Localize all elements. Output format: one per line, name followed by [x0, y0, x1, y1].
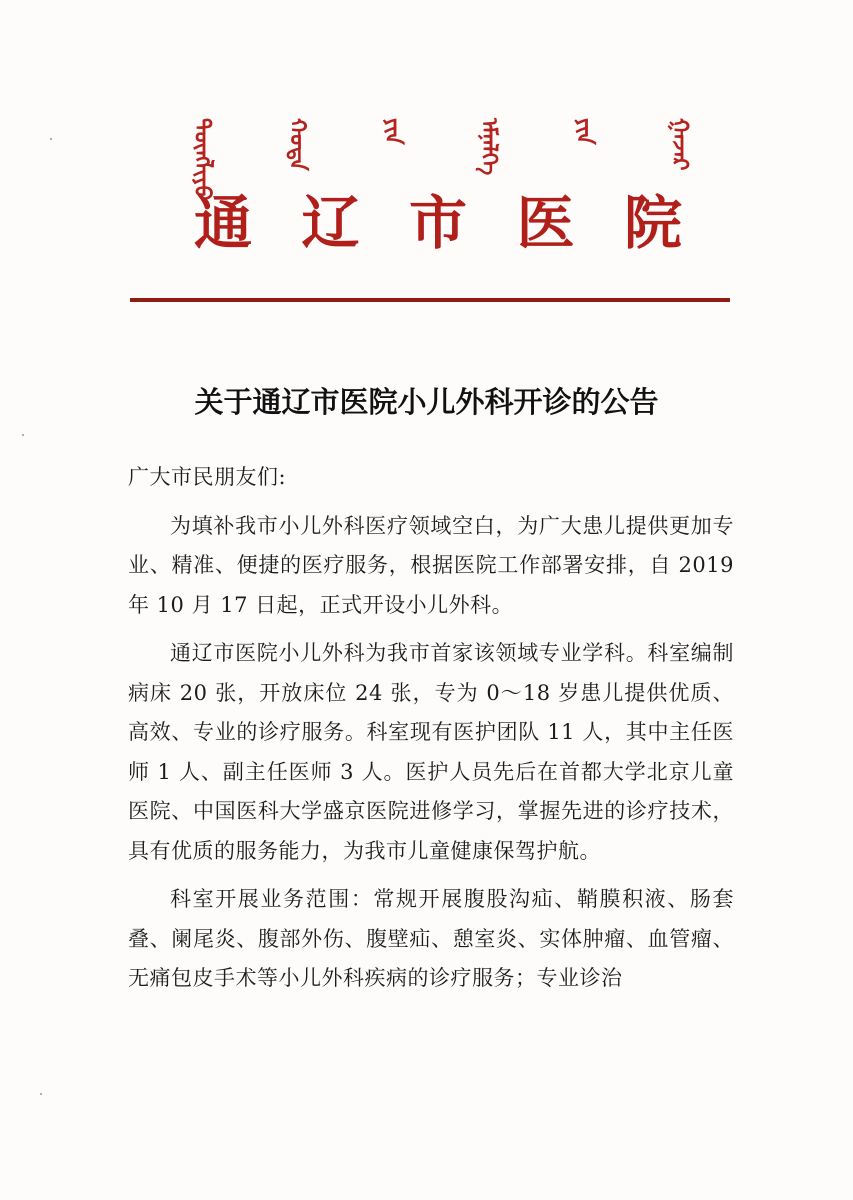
letterhead-mongolian-name — [189, 118, 692, 201]
mongolian-word: ᠡᠮᠨᠡᠯᠭᠡ — [475, 118, 501, 176]
letterhead-title-char: 市 — [408, 189, 467, 257]
paragraph: 科室开展业务范围：常规开展腹股沟疝、鞘膜积液、肠套叠、阑尾炎、腹部外伤、腹壁疝、憩室炎、实体肿瘤、血管瘤、无痛包皮手术等小儿外科疾病的诊疗服务；专业诊治 — [128, 887, 734, 990]
letterhead-title-char: 通 — [193, 189, 252, 257]
letterhead-divider — [130, 298, 730, 302]
scan-speck — [40, 1093, 42, 1095]
salutation: 广大市民朋友们: — [128, 465, 287, 489]
mongolian-word: ᠲᠦᠩᠯᠢᠶᠣ — [189, 118, 214, 201]
paragraph: 通辽市医院小儿外科为我市首家该领域专业学科。科室编制病床 20 张，开放床位 24 张，专为 0～18 岁患儿提供优质、高效、专业的诊疗服务。科室现有医护团队 11 人，其中主任医师 1 人、副主任医师 3 人。医护人员先后在首都大学北京儿童医院、中国医科大学盛京医院进修学习，掌握先进的诊疗技术，具有优质的服务能力，为我市儿童健康保驾护航。 — [128, 641, 734, 863]
mongolian-word: ᠶᠢᠨ — [380, 118, 406, 145]
letterhead-title-char: 医 — [516, 189, 575, 257]
mongolian-word: ᠭᠠᠵᠠᠷ — [666, 118, 692, 171]
mongolian-word: ᠶᠢᠨ — [571, 118, 597, 145]
mongolian-word: ᠬᠣᠲᠠ — [284, 118, 310, 171]
paragraph: 为填补我市小儿外科医疗领域空白，为广大患儿提供更加专业、精准、便捷的医疗服务，根据医院工作部署安排，自 2019 年 10 月 17 日起，正式开设小儿外科。 — [128, 513, 734, 617]
letterhead-title — [188, 188, 688, 258]
scan-speck — [22, 434, 24, 436]
letterhead-title-char: 辽 — [301, 189, 360, 257]
scan-speck — [50, 138, 52, 140]
letterhead-title-char: 院 — [623, 189, 682, 257]
document-title: 关于通辽市医院小儿外科开诊的公告 — [194, 385, 659, 419]
document-body — [128, 458, 734, 1008]
